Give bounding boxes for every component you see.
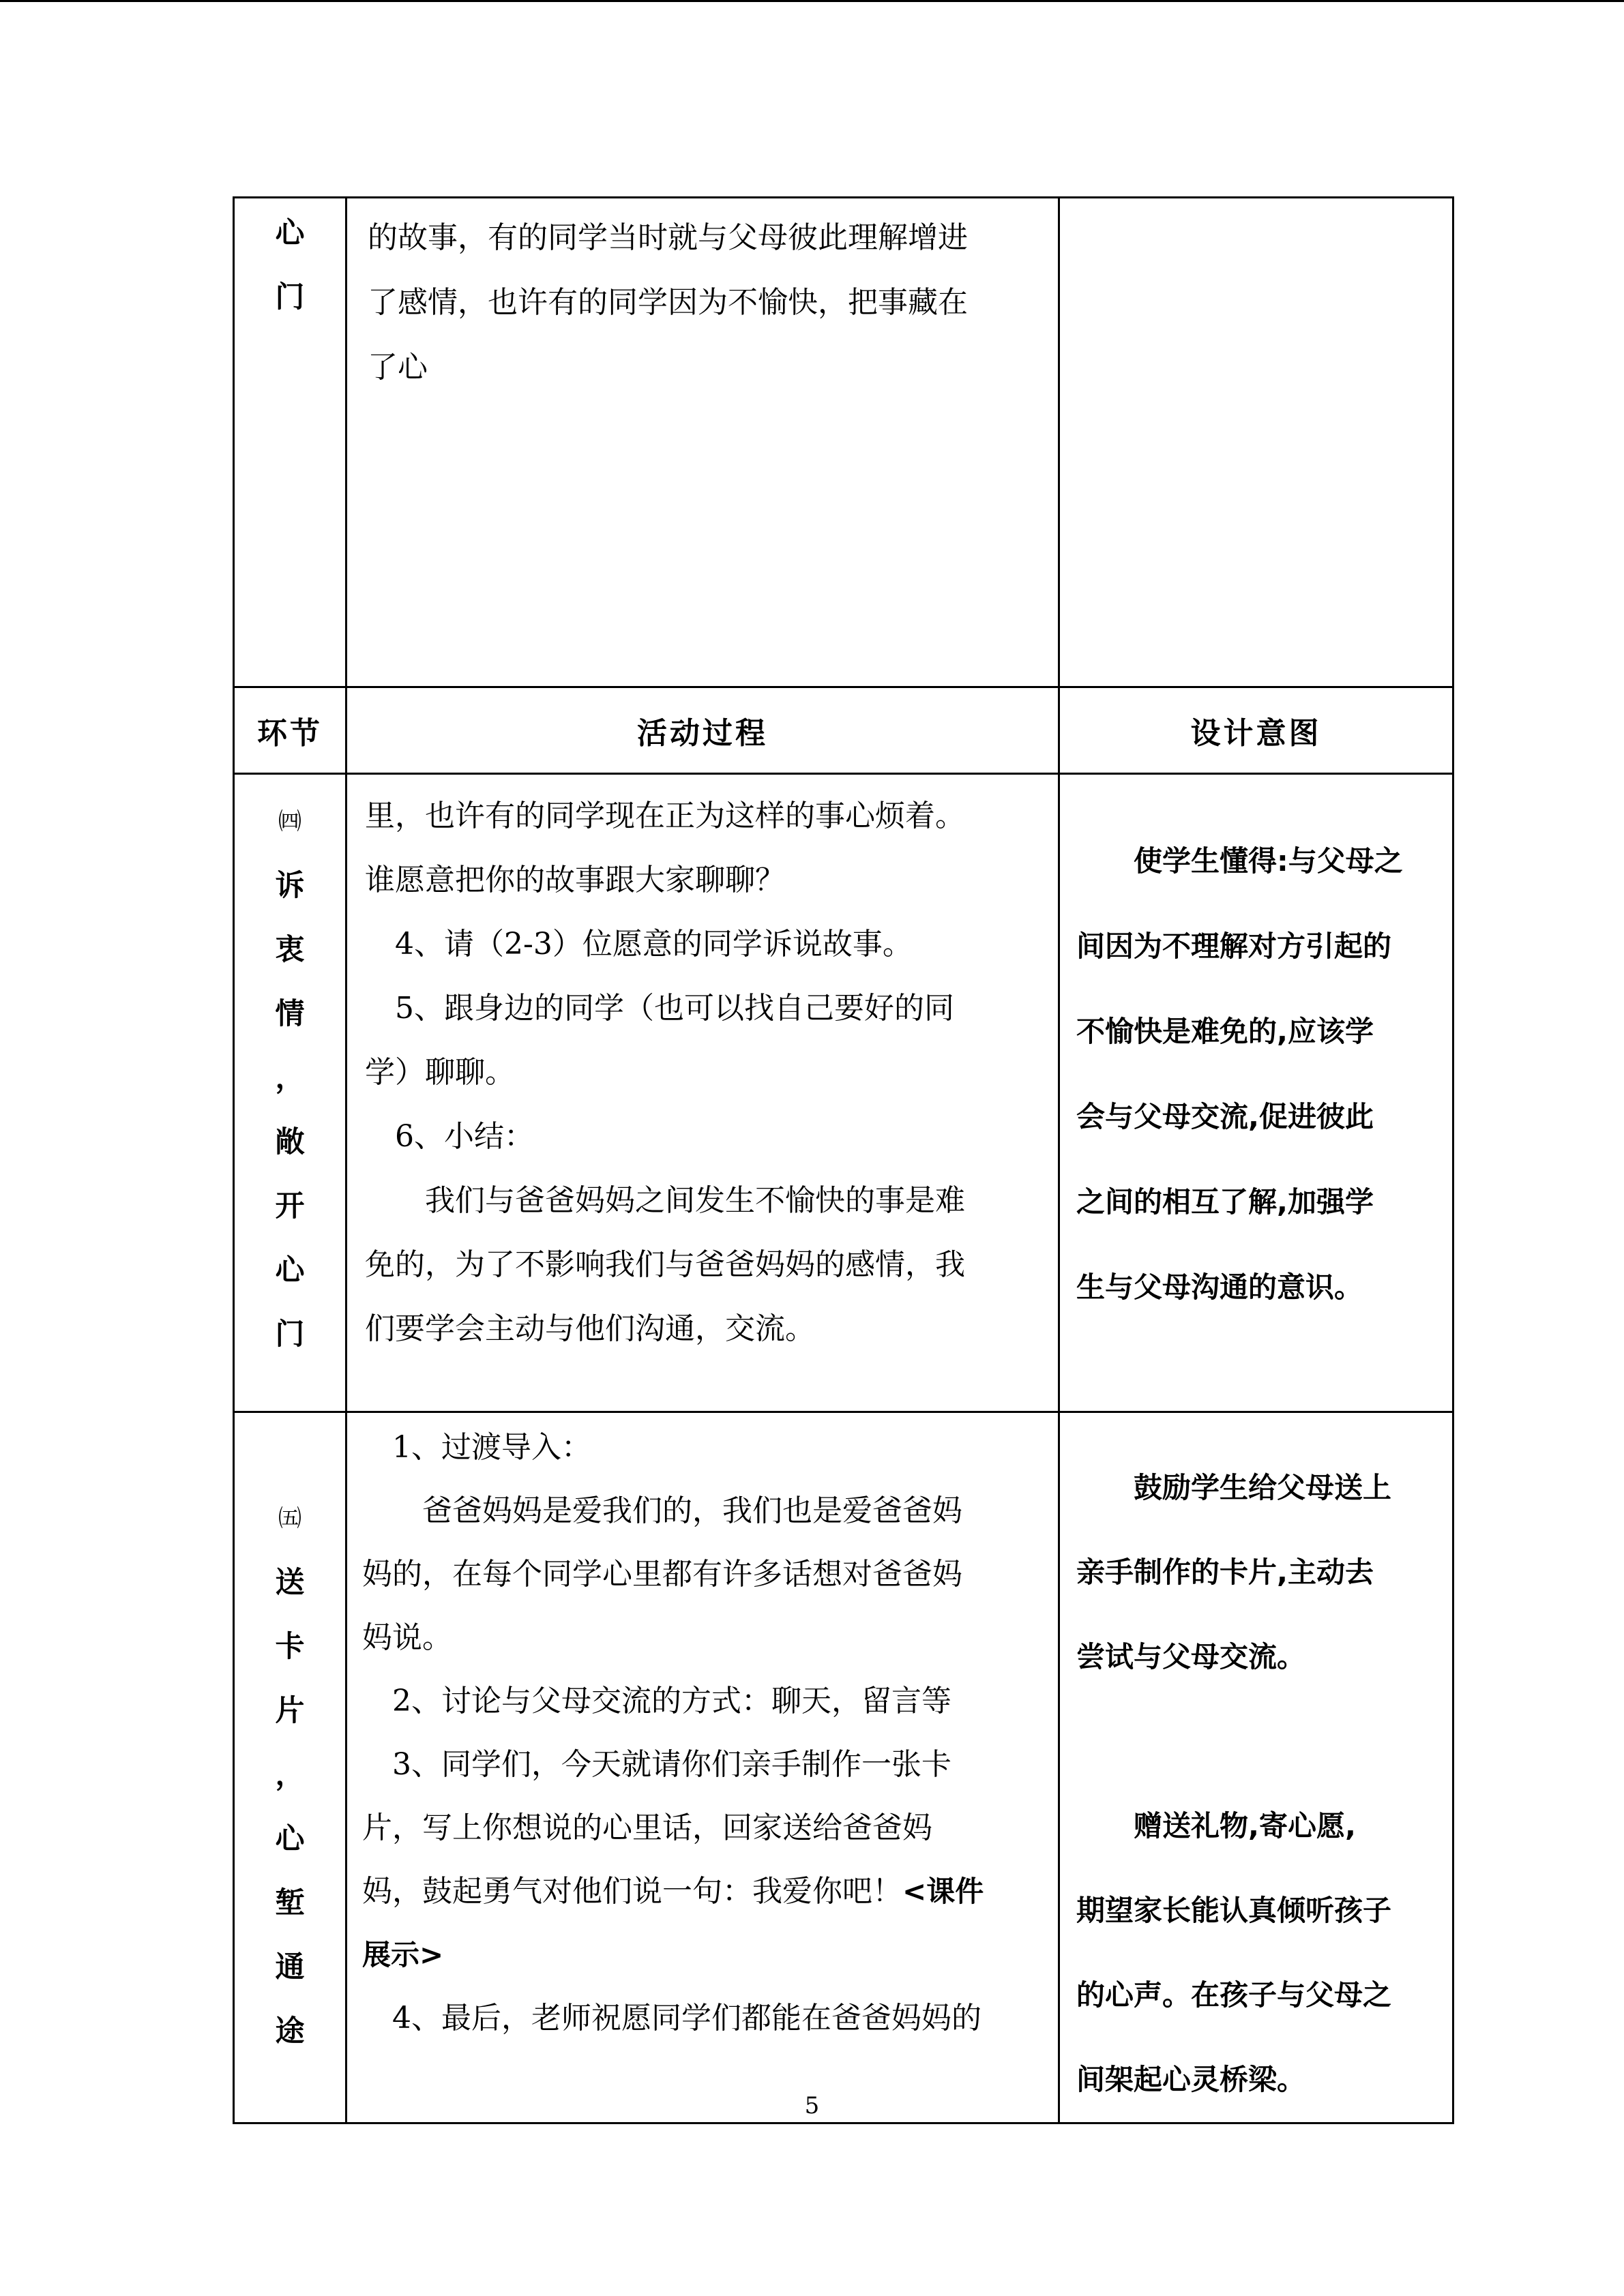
segment-char: 送 — [275, 1566, 305, 1600]
activity-cell — [346, 198, 1059, 687]
segment-char: 衷 — [275, 933, 305, 967]
segment-cell — [234, 198, 346, 687]
segment-char: 通 — [275, 1950, 305, 1984]
activity-line: 妈说。 — [362, 1620, 452, 1655]
segment-char: 敞 — [275, 1125, 305, 1159]
segment-char: 堑 — [275, 1886, 305, 1920]
segment-char: 心 — [275, 216, 305, 250]
activity-line: 了感情，也许有的同学因为不愉快，把事藏在 — [368, 285, 968, 320]
segment-char: 心 — [275, 1253, 305, 1287]
activity-line: 5、跟身边的同学（也可以找自己要好的同 — [395, 991, 954, 1026]
intent-line: 鼓励学生给父母送上 — [1134, 1471, 1392, 1504]
intent-line: 尝试与父母交流。 — [1076, 1640, 1306, 1673]
intent-line: 间架起心灵桥梁。 — [1076, 2063, 1306, 2096]
activity-line: 我们与爸爸妈妈之间发生不愉快的事是难 — [425, 1183, 965, 1218]
activity-line: 学）聊聊。 — [365, 1055, 515, 1090]
header-segment: 环节 — [234, 687, 346, 774]
segment-char: 门 — [275, 1317, 305, 1352]
activity-line: 爸爸妈妈是爱我们的，我们也是爱爸爸妈 — [422, 1493, 962, 1528]
header-intent: 设计意图 — [1059, 687, 1453, 774]
header-activity: 活动过程 — [346, 687, 1059, 774]
table-row-continuation — [234, 198, 1453, 687]
intent-line: 之间的相互了解,加强学 — [1076, 1185, 1374, 1219]
intent-line: 亲手制作的卡片,主动去 — [1076, 1555, 1374, 1589]
activity-text: 妈，鼓起勇气对他们说一句：我爱你吧！ — [362, 1874, 902, 1909]
intent-line: 间因为不理解对方引起的 — [1076, 929, 1392, 963]
segment-char: 开 — [275, 1189, 305, 1223]
activity-line: 4、最后，老师祝愿同学们都能在爸爸妈妈的 — [392, 2001, 981, 2036]
activity-line: 妈的，在每个同学心里都有许多话想对爸爸妈 — [362, 1557, 962, 1592]
segment-char: ， — [275, 1758, 305, 1792]
segment-char: 心 — [275, 1822, 305, 1856]
top-border-line — [0, 0, 1624, 2]
activity-line: 3、同学们，今天就请你们亲手制作一张卡 — [392, 1747, 951, 1782]
activity-line: 6、小结： — [395, 1119, 534, 1154]
activity-line — [362, 1860, 1040, 1923]
activity-cell — [346, 774, 1059, 1412]
activity-line: 里，也许有的同学现在正为这样的事心烦着。 — [365, 799, 965, 833]
segment-char: 情 — [275, 997, 305, 1031]
segment-char: ， — [275, 1061, 305, 1095]
segment-cell — [234, 1412, 346, 2123]
courseware-tag: <课件 — [902, 1875, 984, 1908]
activity-line: 谁愿意把你的故事跟大家聊聊？ — [365, 863, 785, 897]
intent-line: 赠送礼物,寄心愿, — [1134, 1809, 1356, 1843]
intent-line: 不愉快是难免的,应该学 — [1076, 1015, 1374, 1048]
segment-cell — [234, 774, 346, 1412]
lesson-plan-table — [233, 196, 1454, 2124]
segment-char: 门 — [275, 280, 305, 314]
activity-line: 2、讨论与父母交流的方式：聊天，留言等 — [392, 1684, 951, 1718]
intent-line: 生与父母沟通的意识。 — [1076, 1270, 1363, 1304]
table-row-section-4 — [234, 774, 1453, 1412]
intent-cell — [1059, 198, 1453, 687]
activity-line: 们要学会主动与他们沟通，交流。 — [365, 1311, 815, 1346]
table-header-row — [234, 687, 1453, 774]
courseware-tag: 展示> — [362, 1938, 444, 1971]
activity-line: 了心 — [368, 350, 428, 385]
segment-char: 诉 — [275, 869, 305, 903]
page-number: 5 — [804, 2092, 820, 2119]
segment-char: 途 — [275, 2014, 305, 2048]
activity-cell — [346, 1412, 1059, 2123]
segment-number: ㈣ — [278, 808, 301, 835]
activity-line: 1、过渡导入： — [392, 1430, 591, 1465]
table-row-section-5 — [234, 1412, 1453, 2123]
intent-cell — [1059, 1412, 1453, 2123]
intent-line: 会与父母交流,促进彼此 — [1076, 1100, 1374, 1133]
activity-line: 片，写上你想说的心里话，回家送给爸爸妈 — [362, 1810, 932, 1845]
intent-spacer — [1076, 1699, 1436, 1784]
intent-line: 期望家长能认真倾听孩子 — [1076, 1894, 1392, 1927]
segment-number: ㈤ — [278, 1505, 301, 1532]
intent-cell — [1059, 774, 1453, 1412]
segment-char: 卡 — [275, 1630, 305, 1664]
activity-line: 4、请（2-3）位愿意的同学诉说故事。 — [395, 927, 913, 961]
intent-line: 使学生懂得:与父母之 — [1134, 844, 1403, 878]
activity-line: 免的，为了不影响我们与爸爸妈妈的感情，我 — [365, 1247, 965, 1282]
activity-line: 的故事，有的同学当时就与父母彼此理解增进 — [368, 220, 968, 255]
segment-char: 片 — [275, 1694, 305, 1728]
intent-line: 的心声。在孩子与父母之 — [1076, 1978, 1392, 2012]
